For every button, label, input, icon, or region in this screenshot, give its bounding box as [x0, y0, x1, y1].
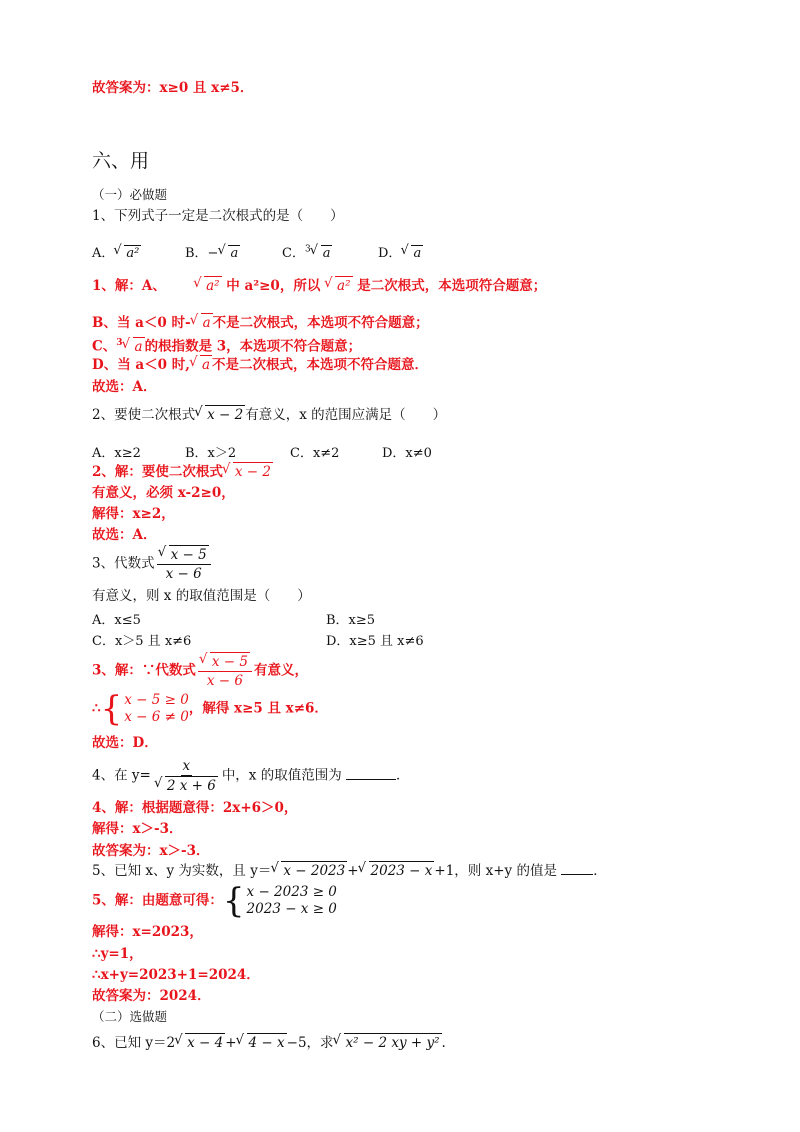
- q1-solution-3: C、$^3$√ a 的根指数是 3，本选项不符合题意；: [92, 334, 361, 356]
- q3-stem: 3、代数式 √ $\frac{x - 5}{x - 6}$: [92, 545, 213, 583]
- section-title: 六、用: [92, 150, 150, 172]
- q3-solution-3: 故选：D．: [92, 735, 158, 751]
- answer-line: 故答案为：x≥0 且 x≠5．: [92, 80, 254, 96]
- q1-option-a: A．√ a²: [92, 242, 141, 261]
- q3-solution-1: 3、解：∵代数式 √ $\frac{x - 5}{x - 6}$ 有意义，: [92, 652, 308, 690]
- q5-solution-4: ∴x+y=2023+1=2024．: [92, 967, 260, 983]
- q2-stem: 2、要使二次根式√ x − 2 有意义，x 的范围应满足（ ）: [92, 405, 446, 424]
- q3-option-d: D．x≥5 且 x≠6: [326, 634, 424, 649]
- q2-option-d: D．x≠0: [382, 446, 432, 461]
- q1-option-d: D．√ a: [378, 242, 423, 261]
- q6-stem: 6、已知 y＝2√ x − 4 +√ 4 − x −5，求√ x² − 2 xy + y² .: [92, 1033, 446, 1052]
- q4-answer-blank: [346, 767, 396, 780]
- q3-option-c: C．x＞5 且 x≠6: [92, 634, 192, 649]
- q3-option-a: A．x≤5: [92, 613, 141, 628]
- q1-stem: 1、下列式子一定是二次根式的是（ ）: [92, 208, 344, 224]
- q1-option-b: B．−√ a: [185, 242, 240, 261]
- q2-solution-2: 有意义，必须 x-2≥0，: [92, 485, 235, 501]
- q2-option-b: B．x＞2: [185, 446, 237, 461]
- q3-stem-cont: 有意义，则 x 的取值范围是（ ）: [92, 588, 311, 604]
- q5-solution-3: ∴y=1，: [92, 946, 143, 962]
- subsection-optional: （二）选做题: [92, 1009, 168, 1024]
- q5-answer-blank: [561, 862, 593, 875]
- q2-option-a: A．x≥2: [92, 446, 141, 461]
- subsection-required: （一）必做题: [92, 187, 168, 202]
- q4-solution-3: 故答案为：x＞-3．: [92, 843, 210, 859]
- q3-solution-2: ∴ { x − 5 ≥ 0 x − 6 ≠ 0 ，解得 x≥5 且 x≠6．: [92, 689, 328, 729]
- q1-solution-5: 故选：A．: [92, 379, 157, 395]
- q2-solution-3: 解得：x≥2，: [92, 506, 175, 522]
- q1-option-c: C．$^3$√ a: [282, 242, 332, 261]
- q2-solution-1: 2、解：要使二次根式√ x − 2: [92, 462, 273, 481]
- q5-stem: 5、已知 x、y 为实数，且 y＝√ x − 2023 +√ 2023 − x +1，则 x+y 的值是 ．: [92, 861, 607, 880]
- q4-solution-1: 4、解：根据题意得：2x+6＞0，: [92, 800, 298, 816]
- q3-option-b: B．x≥5: [326, 613, 376, 628]
- q1-solution-2: B、当 a＜0 时-√ a 不是二次根式，本选项不符合题意；: [92, 313, 429, 332]
- q4-solution-2: 解得：x＞-3．: [92, 821, 183, 837]
- q4-stem: 4、在 y= x √ 2 x + 6 中，x 的取值范围为 ．: [92, 757, 410, 795]
- q2-solution-4: 故选：A．: [92, 527, 157, 543]
- q5-solution-1: 5、解：由题意可得： { x − 2023 ≥ 0 2023 − x ≥ 0: [92, 881, 337, 921]
- q5-solution-5: 故答案为：2024．: [92, 988, 211, 1004]
- q2-option-c: C．x≠2: [290, 446, 340, 461]
- q1-solution-1: 1、解：A、 √ a² 中 a²≥0，所以 √ a² 是二次根式，本选项符合题意；: [92, 276, 546, 295]
- q1-solution-4: D、当 a＜0 时,√ a 不是二次根式，本选项不符合题意．: [92, 355, 428, 374]
- q5-solution-2: 解得：x=2023，: [92, 924, 203, 940]
